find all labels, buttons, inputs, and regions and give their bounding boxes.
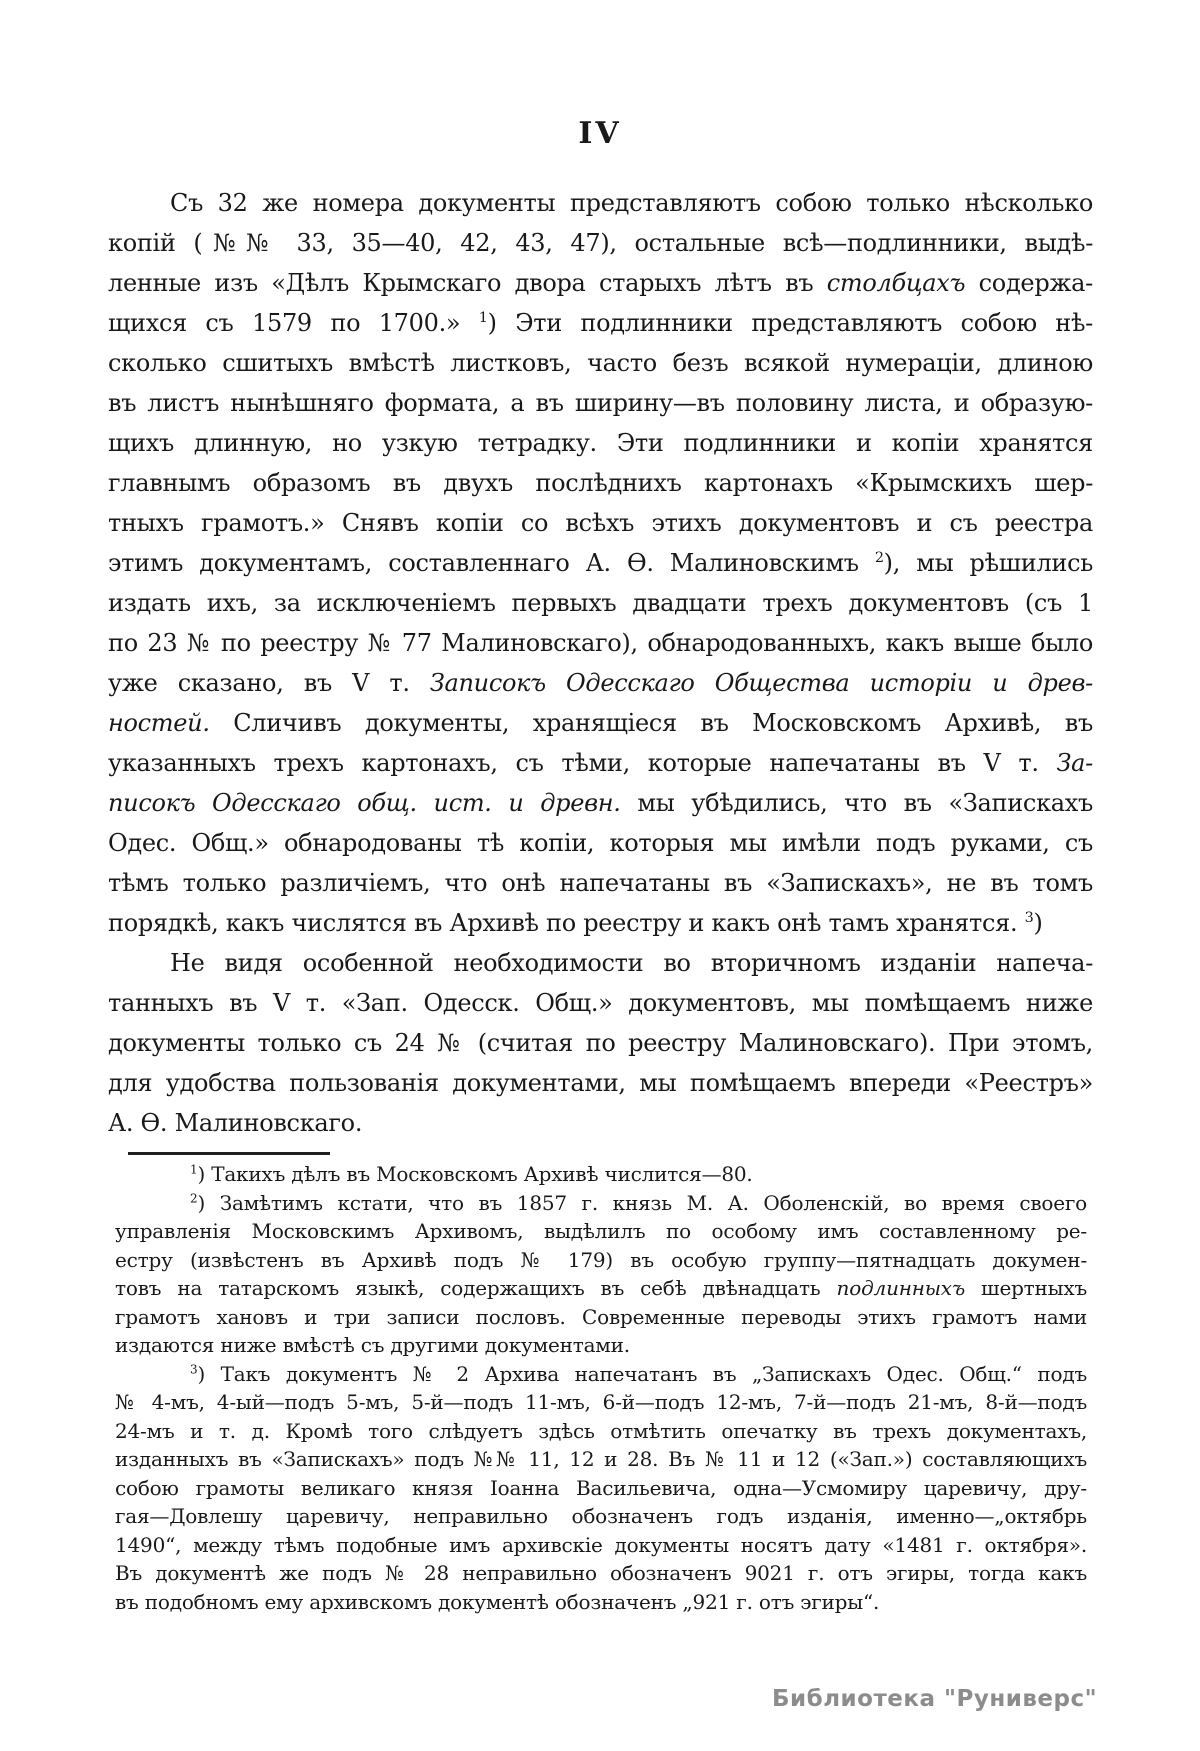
text-segment: ) Замѣтимъ кстати, что въ 1857 г. князь М. А. Оболенскій, во время своего [197, 1190, 1087, 1215]
text-line [115, 1331, 1087, 1360]
body-text [108, 183, 1093, 1143]
text-line [108, 903, 1093, 943]
text-line [115, 1559, 1087, 1588]
page-number: IV [578, 116, 622, 151]
footnote-marker: 2 [874, 550, 884, 566]
text-segment: тныхъ грамотъ.» Снявъ копіи со всѣхъ этихъ документовъ и съ реестра [108, 509, 1093, 537]
text-segment: грамотъ хановъ и три записи пословъ. Современные переводы этихъ грамотъ нами [115, 1304, 1087, 1329]
text-segment: ) Такихъ дѣлъ въ Московскомъ Архивѣ числится—80. [197, 1162, 753, 1186]
text-line [108, 183, 1093, 223]
text-segment: собою грамоты великаго князя Іоанна Васильевича, одна—Усмомиру царевичу, дру- [115, 1475, 1087, 1500]
text-line [108, 663, 1093, 703]
text-line [115, 1531, 1087, 1560]
text-segment: издаются ниже вмѣстѣ съ другими документами. [115, 1333, 630, 1357]
text-segment: ностей. [108, 709, 210, 737]
text-segment: мы убѣдились, что въ «Запискахъ [620, 789, 1093, 817]
text-segment: ) Такъ документъ № 2 Архива напечатанъ въ „Запискахъ Одес. Общ.“ подъ [197, 1361, 1087, 1386]
footnote-marker: 3 [190, 1361, 198, 1376]
text-segment: 24-мъ и т. д. Кромѣ того слѣдуетъ здѣсь отмѣтить опечатку въ трехъ документахъ, [115, 1418, 1087, 1443]
text-segment: главнымъ образомъ въ двухъ послѣднихъ картонахъ «Крымскихъ шер- [108, 469, 1093, 497]
text-line [108, 823, 1093, 863]
text-line [108, 223, 1093, 263]
text-segment: Сличивъ документы, хранящіеся въ Московскомъ Архивѣ, въ [209, 709, 1093, 737]
text-segment: содержа- [965, 269, 1093, 297]
text-line [115, 1474, 1087, 1503]
text-segment: въ листъ нынѣшняго формата, а въ ширину—въ половину листа, и образую- [108, 389, 1093, 417]
text-line [108, 303, 1093, 343]
text-segment: ), мы рѣшились [883, 549, 1093, 577]
text-line [115, 1303, 1087, 1332]
text-segment: указанныхъ трехъ картонахъ, съ тѣми, которые напечатаны въ V т. [108, 749, 1057, 777]
text-segment: писокъ Одесскаго общ. ист. и древн. [108, 789, 621, 817]
text-segment: № 4-мъ, 4-ый—подъ 5-мъ, 5-й—подъ 11-мъ, 6-й—подъ 12-мъ, 7-й—подъ 21-мъ, 8-й—подъ [115, 1390, 1087, 1414]
text-line [115, 1417, 1087, 1446]
text-segment: тѣмъ только различіемъ, что онѣ напечатаны въ «Запискахъ», не въ томъ [108, 869, 1093, 897]
text-line [115, 1217, 1087, 1246]
text-segment: въ подобномъ ему архивскомъ документѣ обозначенъ „921 г. отъ эгиры“. [115, 1589, 880, 1614]
text-line [108, 343, 1093, 383]
text-line [108, 783, 1093, 823]
text-segment: За- [1056, 749, 1093, 777]
footnote-marker: 1 [190, 1162, 198, 1177]
text-segment: порядкѣ, какъ числятся въ Архивѣ по реестру и какъ онѣ тамъ хранятся. [108, 909, 1025, 937]
text-line [108, 383, 1093, 423]
text-segment: для удобства пользованія документами, мы помѣщаемъ впереди «Реестръ» [108, 1069, 1093, 1097]
paragraph [108, 943, 1093, 1143]
footnote-item [115, 1189, 1087, 1360]
text-segment: издать ихъ, за исключеніемъ первыхъ двадцати трехъ документовъ (съ 1 [108, 589, 1093, 617]
text-segment: Записокъ Одесскаго Общества исторіи и древ- [429, 669, 1093, 697]
text-line [108, 543, 1093, 583]
text-segment: ленные изъ «Дѣлъ Крымскаго двора старыхъ лѣтъ въ [108, 269, 827, 297]
footnote-marker: 2 [190, 1190, 198, 1205]
paragraph [108, 183, 1093, 943]
text-line [115, 1388, 1087, 1417]
text-segment: этимъ документамъ, составленнаго А. Ѳ. Малиновскимъ [108, 549, 875, 577]
text-segment: 1490“, между тѣмъ подобные имъ архивскіе документы носятъ дату «1481 г. октября». [115, 1532, 1087, 1557]
text-line [108, 1103, 1093, 1143]
text-segment: гая—Довлешу царевичу, неправильно обозначенъ годъ изданія, именно—„октябрь [115, 1504, 1087, 1528]
footnotes [115, 1160, 1087, 1616]
text-line [108, 423, 1093, 463]
text-segment: Одес. Общ.» обнародованы тѣ копіи, которыя мы имѣли подъ руками, съ [108, 829, 1093, 857]
text-segment: сколько сшитыхъ вмѣстѣ листковъ, часто безъ всякой нумераціи, длиною [108, 349, 1093, 377]
text-segment: копій (№№ 33, 35—40, 42, 43, 47), остальные всѣ—подлинники, выдѣ- [108, 229, 1093, 257]
text-segment: столбцахъ [826, 269, 966, 297]
text-line [108, 983, 1093, 1023]
text-segment: щихъ длинную, но узкую тетрадку. Эти подлинники и копіи хранятся [108, 429, 1093, 457]
text-line [108, 263, 1093, 303]
text-segment: Въ документѣ же подъ № 28 неправильно обозначенъ 9021 г. отъ эгиры, тогда какъ [115, 1561, 1087, 1585]
text-line [115, 1160, 1087, 1189]
text-segment: по 23 № по реестру № 77 Малиновскаго), обнародованныхъ, какъ выше было [108, 629, 1093, 657]
text-segment: танныхъ въ V т. «Зап. Одесск. Общ.» документовъ, мы помѣщаемъ ниже [108, 989, 1093, 1017]
text-segment: управленія Московскимъ Архивомъ, выдѣлилъ по особому имъ составленному ре- [115, 1219, 1087, 1243]
text-line [115, 1246, 1087, 1275]
text-line [108, 943, 1093, 983]
footnote-marker: 3 [1024, 910, 1034, 926]
text-line [108, 1023, 1093, 1063]
text-line [108, 583, 1093, 623]
text-line [115, 1588, 1087, 1617]
text-line [108, 463, 1093, 503]
text-line [115, 1189, 1087, 1218]
text-line [108, 743, 1093, 783]
text-segment: уже сказано, въ V т. [108, 669, 430, 697]
text-line [108, 863, 1093, 903]
footnote-item [115, 1160, 1087, 1189]
text-line [115, 1274, 1087, 1303]
text-line [115, 1445, 1087, 1474]
text-line [108, 623, 1093, 663]
text-segment: изданныхъ въ «Запискахъ» подъ №№ 11, 12 и 28. Въ № 11 и 12 («Зап.») составляющихъ [115, 1447, 1087, 1471]
text-segment: Не видя особенной необходимости во вторичномъ изданіи напеча- [170, 949, 1093, 977]
text-segment: подлинныхъ [836, 1276, 966, 1300]
text-segment: А. Ѳ. Малиновскаго. [108, 1109, 363, 1137]
text-line [108, 503, 1093, 543]
text-line [115, 1502, 1087, 1531]
text-segment: шертныхъ [965, 1276, 1087, 1300]
text-line [108, 703, 1093, 743]
text-segment: ) Эти подлинники представляютъ собою нѣ- [487, 309, 1093, 337]
footnote-separator [128, 1152, 330, 1155]
text-segment: естру (извѣстенъ въ Архивѣ подъ № 179) въ особую группу—пятнадцать докумен- [115, 1247, 1087, 1272]
text-line [108, 1063, 1093, 1103]
footnote-marker: 1 [478, 310, 488, 326]
text-segment: товъ на татарскомъ языкѣ, содержащихъ въ себѣ двѣнадцать [115, 1276, 837, 1300]
text-line [115, 1360, 1087, 1389]
footnote-item [115, 1360, 1087, 1617]
text-segment: ) [1033, 909, 1043, 937]
text-segment: Съ 32 же номера документы представляютъ собою только нѣсколько [170, 189, 1093, 217]
watermark: Библиотека "Руниверс" [772, 1686, 1098, 1712]
text-segment: документы только съ 24 № (считая по реестру Малиновскаго). При этомъ, [108, 1029, 1093, 1057]
text-segment: щихся съ 1579 по 1700.» [108, 309, 479, 337]
